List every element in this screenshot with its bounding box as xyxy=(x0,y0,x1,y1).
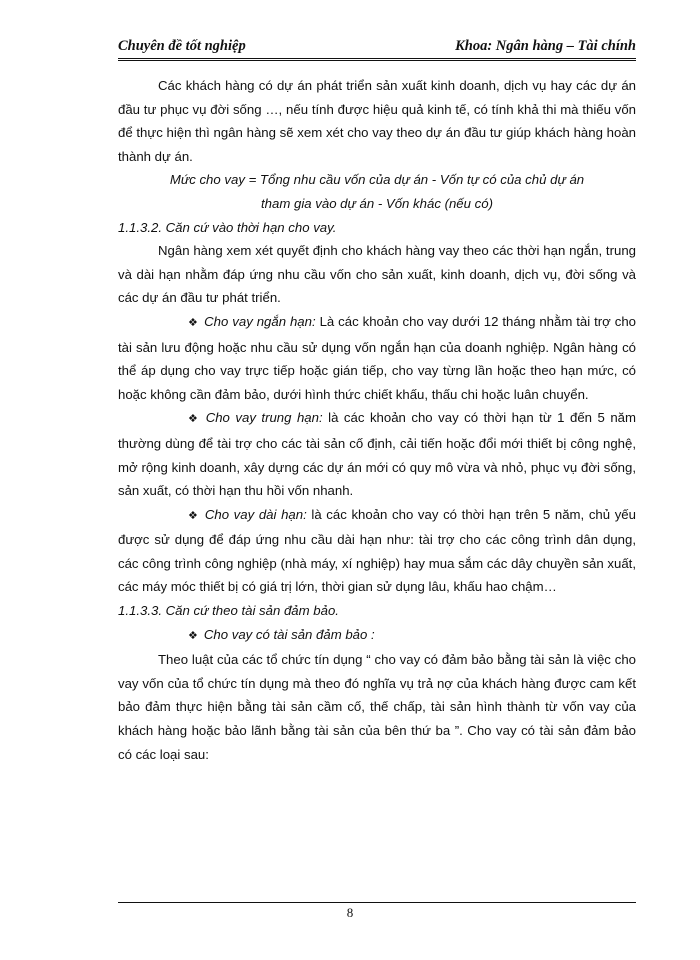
diamond-bullet-icon: ❖ xyxy=(188,629,198,642)
paragraph-term-loans: Ngân hàng xem xét quyết định cho khách hàng vay theo các thời hạn ngắn, trung và dài hạn nhằm đáp ứng nhu cầu vốn cho sản xuất, kinh doanh, dịch vụ, đời sống và các dự án đầu tư phát triển. xyxy=(118,243,636,306)
bullet-short-term xyxy=(118,310,636,406)
diamond-bullet-icon: ❖ xyxy=(188,509,199,522)
document-body xyxy=(118,74,636,766)
secured-loans-title: Cho vay có tài sản đảm bảo : xyxy=(203,626,375,642)
section-heading-1133: 1.1.3.3. Căn cứ theo tài sản đảm bảo. xyxy=(118,603,339,619)
short-term-label: Cho vay ngắn hạn: xyxy=(204,313,316,329)
header-right-title: Khoa: Ngân hàng – Tài chính xyxy=(455,38,636,54)
footer-divider xyxy=(118,902,636,903)
short-term-text: Là các khoản cho vay dưới 12 tháng nhằm tài trợ cho tài sản lưu động hoặc nhu cầu sử dụng vốn ngắn hạn của doanh nghiệp. Ngân hàng có thể áp dụng cho vay trực tiếp hoặc gián tiếp, cho vay từng lần hoặc theo hạn mức, có hoặc không cần đảm bảo, dưới hình thức chiết khấu, thấu chi hoặc luân chuyển. xyxy=(118,313,636,402)
medium-term-text: là các khoản cho vay có thời hạn từ 1 đến 5 năm thường dùng để tài trợ cho các tài sản cố định, cải tiến hoặc đổi mới thiết bị công nghệ, mở rộng kinh doanh, xây dựng các dự án mới có quy mô vừa và nhỏ, phục vụ đời sống, sản xuất, có thời hạn thu hồi vốn nhanh. xyxy=(118,410,636,499)
long-term-label: Cho vay dài hạn: xyxy=(204,506,307,522)
page-header xyxy=(118,38,636,55)
header-left-title: Chuyên đề tốt nghiệp xyxy=(118,38,246,54)
paragraph-project-loans: Các khách hàng có dự án phát triển sản xuất kinh doanh, dịch vụ hay các dự án đầu tư phục vụ đời sống …, nếu tính được hiệu quả kinh tế, có tính khả thi mà thiếu vốn để thực hiện thì ngân hàng sẽ xem xét cho vay theo dự án đầu tư giúp khách hàng hoàn thành dự án. xyxy=(118,78,636,164)
bullet-medium-term xyxy=(118,406,636,502)
diamond-bullet-icon: ❖ xyxy=(188,413,200,426)
bullet-long-term xyxy=(118,503,636,599)
formula-line-1: Mức cho vay = Tổng nhu cầu vốn của dự án - Vốn tự có của chủ dự án xyxy=(169,172,585,188)
long-term-text: là các khoản cho vay có thời hạn trên 5 năm, chủ yếu được sử dụng để đáp ứng nhu cầu dài hạn như: tài trợ cho các công trình dân dụng, các công trình công nghiệp (nhà máy, xí nghiệp) hay mua sắm các dây chuyền sản xuất, các máy móc thiết bị có giá trị lớn, thời gian sử dụng lâu, khấu hao chậm… xyxy=(118,506,636,595)
section-heading-1132: 1.1.3.2. Căn cứ vào thời hạn cho vay. xyxy=(118,219,337,235)
formula-line-2: tham gia vào dự án - Vốn khác (nếu có) xyxy=(261,195,493,211)
bullet-secured-loans xyxy=(118,623,636,649)
paragraph-secured-loans: Theo luật của các tổ chức tín dụng “ cho vay có đảm bảo bằng tài sản là việc cho vay vốn của tổ chức tín dụng mà theo đó nghĩa vụ trả nợ của khách hàng được cam kết bảo đảm thực hiện bằng tài sản cầm cố, thế chấp, tài sản hình thành từ vốn vay của khách hàng hoặc bảo lãnh bằng tài sản của bên thứ ba ”. Cho vay có tài sản đảm bảo có các loại sau: xyxy=(118,652,636,762)
diamond-bullet-icon: ❖ xyxy=(188,316,199,329)
medium-term-label: Cho vay trung hạn: xyxy=(205,410,323,426)
page-number: 8 xyxy=(346,905,354,920)
header-divider xyxy=(118,58,636,61)
